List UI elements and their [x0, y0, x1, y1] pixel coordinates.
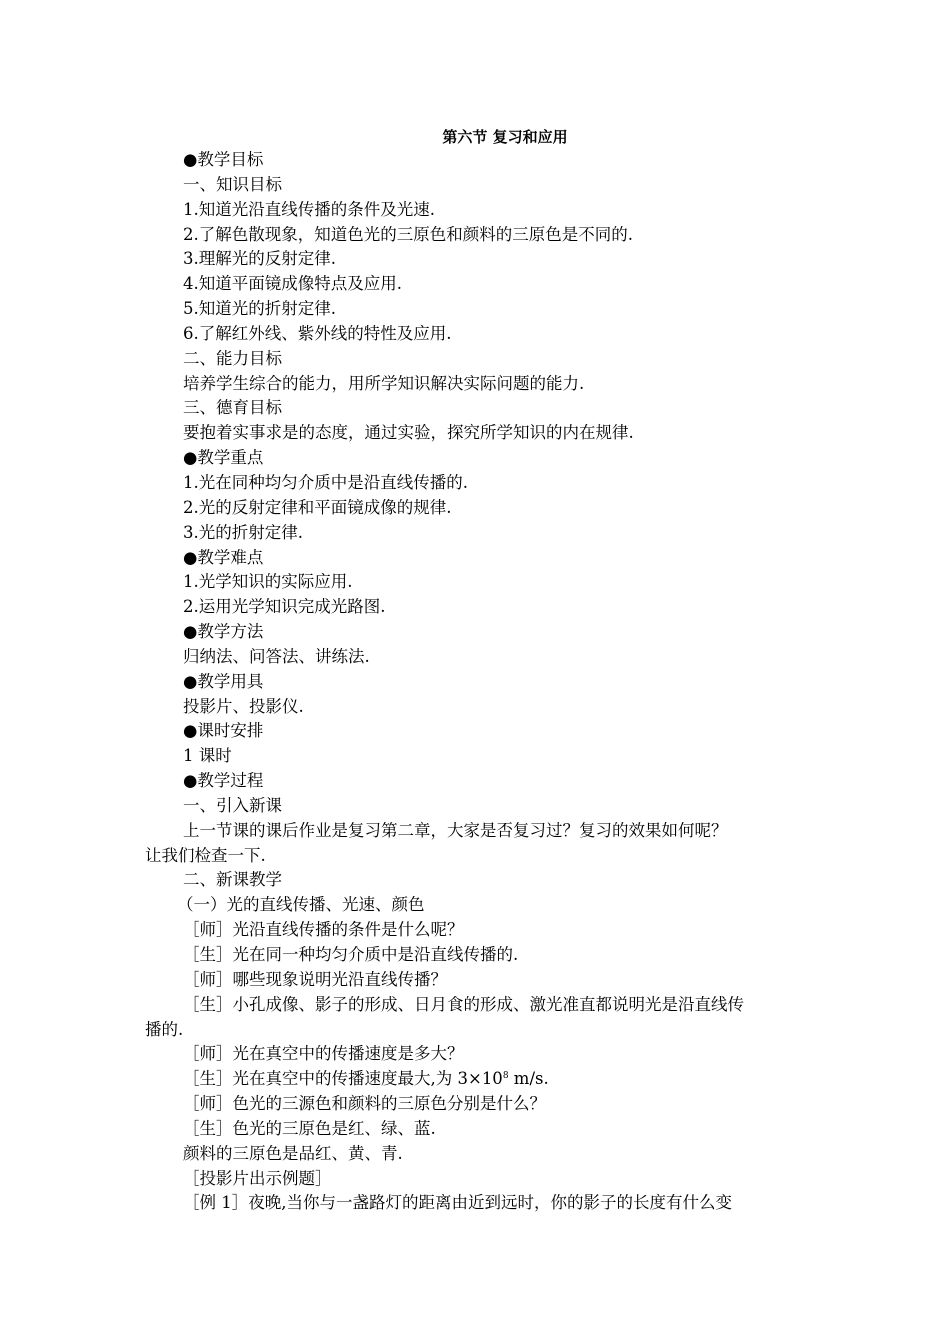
list-item: 2.运用光学知识完成光路图. — [183, 597, 386, 617]
dialog-line: ［师］色光的三源色和颜料的三原色分别是什么？ — [183, 1094, 546, 1114]
dialog-line-long: ［生］小孔成像、影子的形成、日月食的形成、激光准直都说明光是沿直线传 — [183, 994, 744, 1014]
subheading-moral-goals: 三、德育目标 — [183, 398, 282, 418]
list-item: 1.光学知识的实际应用. — [183, 572, 353, 592]
subheading-intro: 一、引入新课 — [183, 795, 282, 815]
list-item: 3.光的折射定律. — [183, 522, 303, 542]
speed-answer-prefix: ［生］光在真空中的传播速度最大,为 3×10 — [183, 1069, 503, 1089]
subheading-new-lesson: 二、新课教学 — [183, 870, 282, 890]
list-item: 1.光在同种均匀介质中是沿直线传播的. — [183, 472, 468, 492]
document-body — [145, 148, 815, 1216]
subsection-title: （一）光的直线传播、光速、颜色 — [177, 895, 425, 915]
paragraph: 1 课时 — [183, 746, 232, 766]
speed-exponent: 8 — [502, 1071, 509, 1082]
heading-methods: ●教学方法 — [183, 622, 264, 642]
list-item: 5.知道光的折射定律. — [183, 299, 336, 319]
dialog-line-continuation: 播的. — [145, 1019, 184, 1039]
heading-key-points: ●教学重点 — [183, 448, 264, 468]
dialog-line: ［师］哪些现象说明光沿直线传播？ — [183, 969, 447, 989]
paragraph: 培养学生综合的能力，用所学知识解决实际问题的能力. — [183, 373, 585, 393]
dialog-line: ［师］光在真空中的传播速度是多大？ — [183, 1044, 464, 1064]
heading-process: ●教学过程 — [183, 771, 264, 791]
list-item: 1.知道光沿直线传播的条件及光速. — [183, 199, 435, 219]
dialog-line: ［师］光沿直线传播的条件是什么呢？ — [183, 920, 464, 940]
heading-schedule: ●课时安排 — [183, 721, 264, 741]
intro-paragraph-line-2: 让我们检查一下. — [145, 845, 266, 865]
list-item: 3.理解光的反射定律. — [183, 249, 336, 269]
dialog-line: ［投影片出示例题］ — [183, 1168, 332, 1188]
dialog-line-speed — [145, 1067, 815, 1092]
section-title: 第六节 复习和应用 — [442, 128, 568, 146]
paragraph: 归纳法、问答法、讲练法. — [183, 646, 370, 666]
intro-paragraph-line-1: 上一节课的课后作业是复习第二章，大家是否复习过？复习的效果如何呢？ — [183, 820, 728, 840]
paragraph: 要抱着实事求是的态度，通过实验，探究所学知识的内在规律. — [183, 423, 634, 443]
example-line: ［例 1］夜晚,当你与一盏路灯的距离由近到远时，你的影子的长度有什么变 — [183, 1193, 732, 1213]
list-item: 4.知道平面镜成像特点及应用. — [183, 274, 402, 294]
heading-difficulties: ●教学难点 — [183, 547, 264, 567]
dialog-line: 颜料的三原色是品红、黄、青. — [183, 1143, 403, 1163]
list-item: 2.光的反射定律和平面镜成像的规律. — [183, 497, 452, 517]
dialog-line: ［生］色光的三原色是红、绿、蓝. — [183, 1118, 436, 1138]
heading-teaching-goals: ●教学目标 — [183, 150, 264, 169]
list-item: 6.了解红外线、紫外线的特性及应用. — [183, 323, 452, 343]
speed-answer-suffix: m/s. — [508, 1069, 549, 1089]
subheading-ability-goals: 二、能力目标 — [183, 348, 282, 368]
paragraph: 投影片、投影仪. — [183, 696, 304, 716]
subheading-knowledge-goals: 一、知识目标 — [183, 174, 282, 194]
dialog-line: ［生］光在同一种均匀介质中是沿直线传播的. — [183, 945, 519, 964]
heading-tools: ●教学用具 — [183, 671, 264, 691]
list-item: 2.了解色散现象，知道色光的三原色和颜料的三原色是不同的. — [183, 224, 633, 244]
